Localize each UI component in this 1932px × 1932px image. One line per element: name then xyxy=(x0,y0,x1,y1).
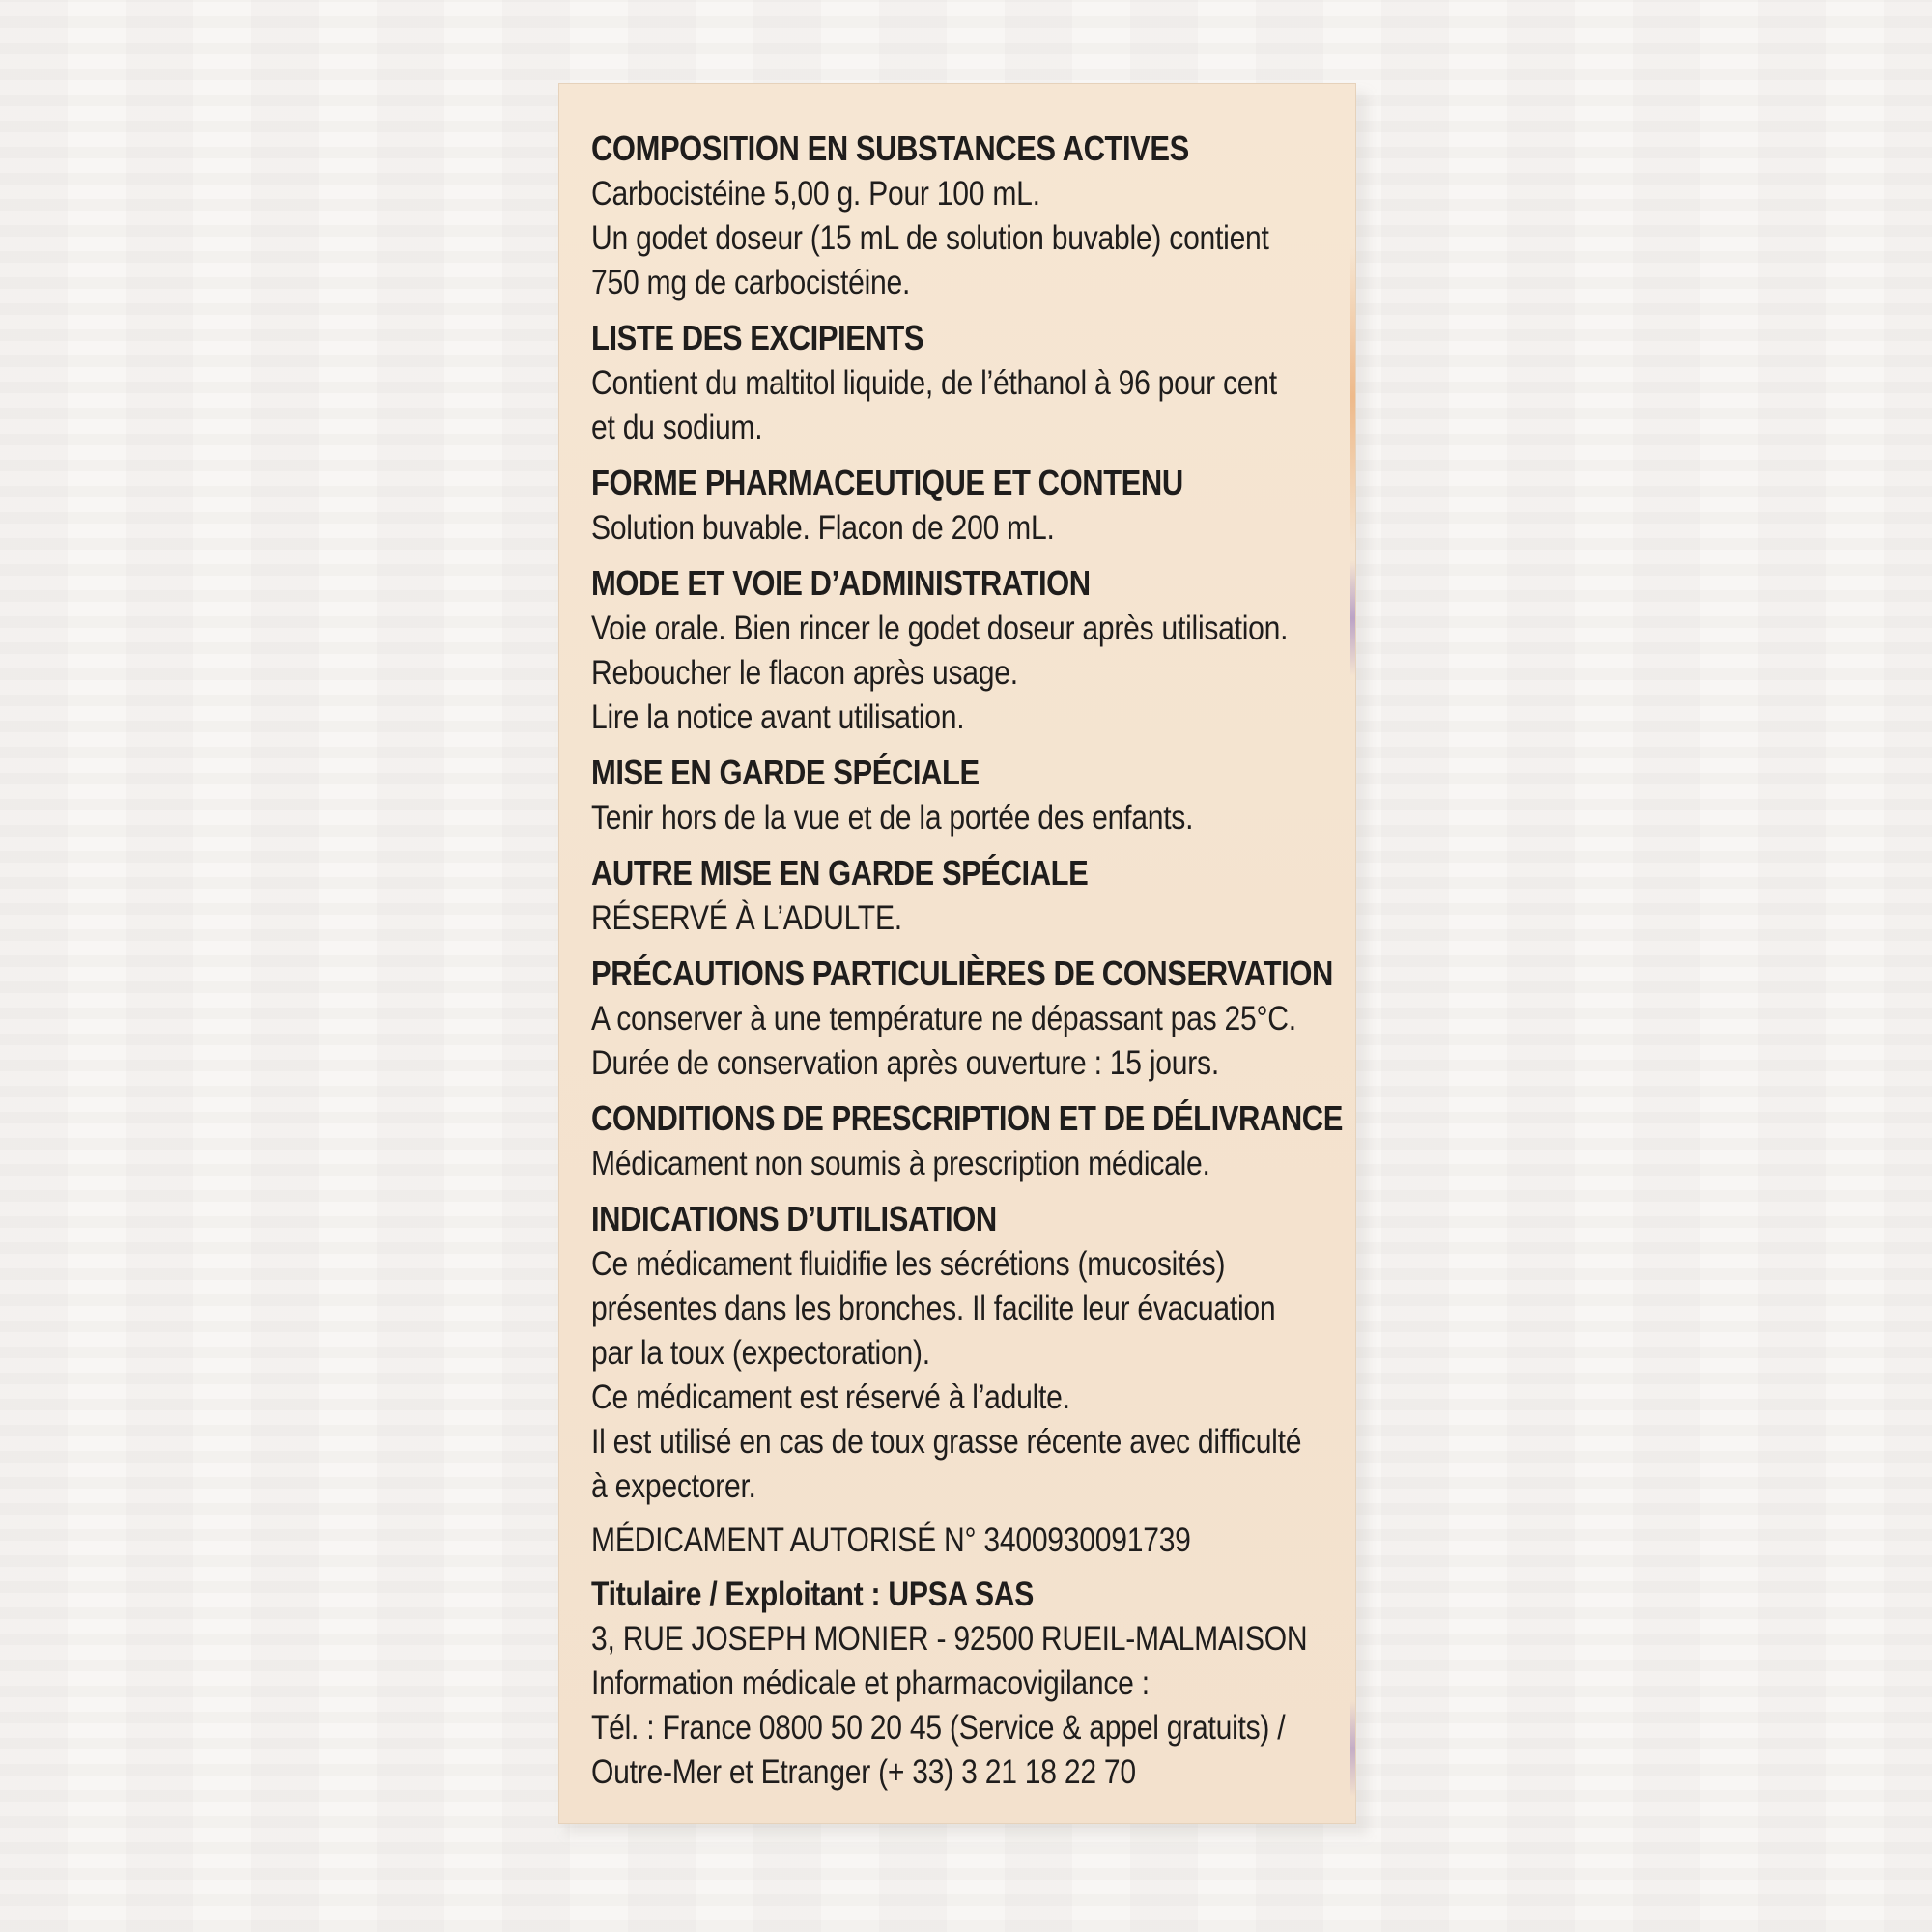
section-other-warning xyxy=(591,850,1345,941)
section-authorization xyxy=(591,1519,1345,1563)
section-holder xyxy=(591,1573,1345,1795)
section-heading: MODE ET VOIE D’ADMINISTRATION xyxy=(591,563,1091,603)
section-line: Voie orale. Bien rincer le godet doseur après utilisation. xyxy=(591,610,1289,647)
section-line: par la toux (expectoration). xyxy=(591,1334,930,1372)
section-line: Durée de conservation après ouverture : 15 jours. xyxy=(591,1044,1219,1082)
section-prescription xyxy=(591,1095,1345,1186)
holder-address: 3, RUE JOSEPH MONIER - 92500 RUEIL-MALMAISON xyxy=(591,1620,1308,1658)
holder-phone-line: Tél. : France 0800 50 20 45 (Service & appel gratuits) / xyxy=(591,1709,1286,1747)
section-line: Un godet doseur (15 mL de solution buvable) contient xyxy=(591,219,1269,257)
section-line: A conserver à une température ne dépassant pas 25°C. xyxy=(591,1000,1296,1037)
section-heading: LISTE DES EXCIPIENTS xyxy=(591,318,924,357)
section-excipients xyxy=(591,315,1345,450)
holder-phone-line: Outre-Mer et Etranger (+ 33) 3 21 18 22 70 xyxy=(591,1753,1136,1791)
section-line: Tenir hors de la vue et de la portée des enfants. xyxy=(591,799,1194,837)
box-edge-accent xyxy=(1350,560,1355,676)
authorization-number: MÉDICAMENT AUTORISÉ N° 3400930091739 xyxy=(591,1521,1191,1559)
section-line: Carbocistéine 5,00 g. Pour 100 mL. xyxy=(591,175,1040,213)
section-storage xyxy=(591,951,1345,1086)
section-line: Il est utilisé en cas de toux grasse récente avec difficulté xyxy=(591,1423,1302,1461)
section-form xyxy=(591,460,1345,551)
section-composition xyxy=(591,126,1345,305)
box-edge-accent xyxy=(1350,1700,1355,1797)
section-line: RÉSERVÉ À L’ADULTE. xyxy=(591,899,902,937)
section-line: Médicament non soumis à prescription médicale. xyxy=(591,1145,1210,1182)
section-heading: MISE EN GARDE SPÉCIALE xyxy=(591,753,980,792)
section-line: Lire la notice avant utilisation. xyxy=(591,698,965,736)
section-indications xyxy=(591,1196,1345,1509)
section-heading: FORME PHARMACEUTIQUE ET CONTENU xyxy=(591,463,1183,502)
section-line: Reboucher le flacon après usage. xyxy=(591,654,1018,692)
section-line: à expectorer. xyxy=(591,1467,756,1505)
section-line: Solution buvable. Flacon de 200 mL. xyxy=(591,509,1055,547)
section-heading: INDICATIONS D’UTILISATION xyxy=(591,1199,997,1238)
section-line: Contient du maltitol liquide, de l’éthanol à 96 pour cent xyxy=(591,364,1277,402)
section-line: Ce médicament est réservé à l’adulte. xyxy=(591,1378,1070,1416)
section-warning xyxy=(591,750,1345,840)
section-line: présentes dans les bronches. Il facilite leur évacuation xyxy=(591,1290,1276,1327)
section-heading: CONDITIONS DE PRESCRIPTION ET DE DÉLIVRANCE xyxy=(591,1098,1343,1138)
label-text-content xyxy=(591,126,1345,1804)
holder-title: Titulaire / Exploitant : UPSA SAS xyxy=(591,1576,1035,1613)
section-heading: COMPOSITION EN SUBSTANCES ACTIVES xyxy=(591,128,1189,168)
section-heading: AUTRE MISE EN GARDE SPÉCIALE xyxy=(591,853,1089,893)
section-line: et du sodium. xyxy=(591,409,763,446)
section-administration xyxy=(591,560,1345,740)
holder-info-label: Information médicale et pharmacovigilance : xyxy=(591,1664,1150,1702)
section-line: Ce médicament fluidifie les sécrétions (mucosités) xyxy=(591,1245,1226,1283)
section-heading: PRÉCAUTIONS PARTICULIÈRES DE CONSERVATION xyxy=(591,953,1333,993)
section-line: 750 mg de carbocistéine. xyxy=(591,264,911,301)
box-edge-accent xyxy=(1350,247,1355,547)
